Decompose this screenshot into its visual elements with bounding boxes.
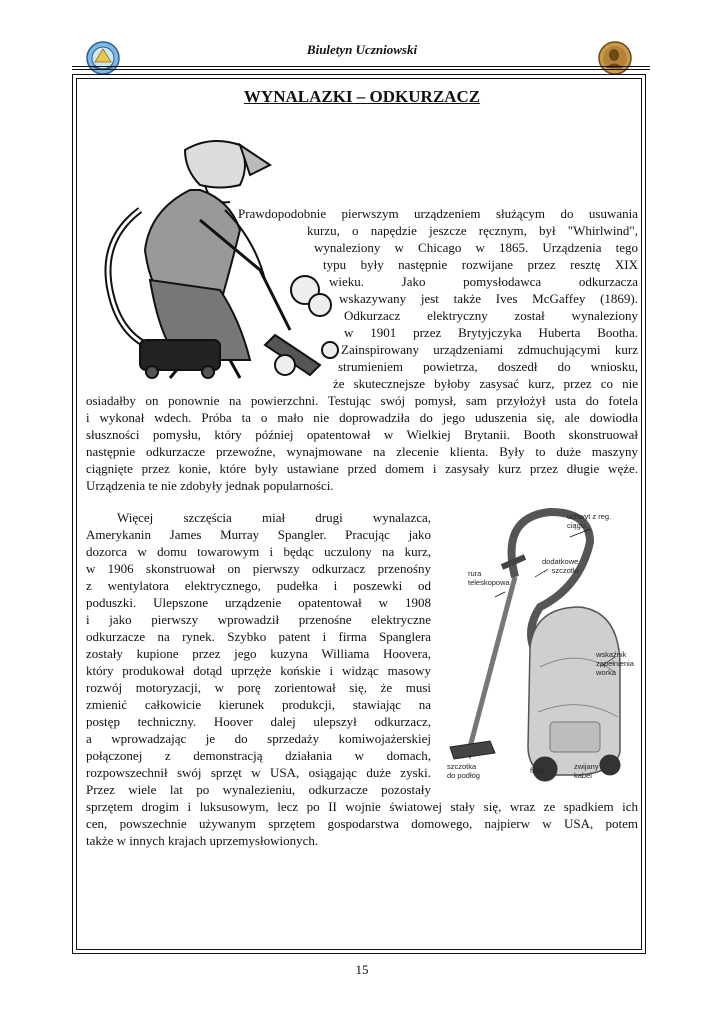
paragraph-2-line: a wprowadzając je do sprzedaży komiwojażerskiej: [86, 731, 431, 746]
paragraph-1-line: Prawdopodobnie pierwszym urządzeniem służącym do usuwania: [238, 206, 638, 221]
paragraph-1-line: w 1901 przez Brytyjczyka Huberta Bootha.: [344, 325, 638, 340]
label-extra-brushes-text: dodatkowe ← szczotki: [542, 557, 579, 575]
woman-vacuuming-illustration: [90, 130, 340, 385]
paragraph-1-line: strumieniem powietrza, doszedł do wniosku,: [338, 359, 638, 374]
paragraph-2-line: odkurzacze na rynek. Szybko patent i firma Spanglera: [86, 629, 431, 644]
paragraph-1-line: wynaleziony w Chicago w 1865. Urządzenia tego: [314, 240, 638, 255]
paragraph-2-line: także w innych krajach uprzemysłowionych.: [86, 833, 319, 848]
paragraph-2-line: Więcej szczęścia miał drugi wynalazca,: [117, 510, 431, 525]
paragraph-2-line: rozpowszechnił swój sprzęt w USA, osiągając duże zyski.: [86, 765, 431, 780]
paragraph-1-line: osiadałby on ponownie na powierzchni. Testując swój pomysł, sam przyłożył usta do fotela: [86, 393, 638, 408]
label-cable: [574, 762, 599, 780]
paragraph-2-line: rozwój motoryzacji, w porę zorientował się, że musi: [86, 680, 431, 695]
paragraph-1-line: Zainspirowany urządzeniami zdmuchującymi kurz: [341, 342, 638, 357]
paragraph-2-line: dozorca w domu towarowym i będąc uczulony na kurz,: [86, 544, 431, 559]
paragraph-1-line: ciągnięte przez konie, które były ustawiane przed domem i zasysały kurz przez długie węże.: [86, 461, 638, 476]
label-telescopic-tube: [468, 569, 510, 587]
paragraph-2-line: postęp techniczny. Hoover dalej ulepszył odkurzacz,: [86, 714, 431, 729]
header-rule-thin: [72, 69, 650, 70]
header-rule: [72, 66, 650, 67]
paragraph-2-line: z wentylatora elektrycznego, pudełka i poszewki od: [86, 578, 431, 593]
paragraph-1-line: słuszności pomysłu, który później opatentował w Wielkiej Brytanii. Booth skonstruował: [86, 427, 638, 442]
label-cable-text: zwijany kabel: [574, 762, 599, 780]
label-indicator: [596, 650, 634, 677]
label-extra-brushes: [542, 557, 578, 575]
paragraph-2-line: zostały kupione przez jego kuzyna Williama Hoovera,: [86, 646, 431, 661]
page-number: 15: [355, 962, 369, 977]
vacuum-cleaner-diagram: [440, 497, 640, 789]
medallion-portrait-icon: [597, 40, 633, 76]
paragraph-2-line: który produkował dotąd uprzęże końskie i widząc masowy: [86, 663, 431, 678]
paragraph-2-line: i jako pierwszy wprowadził przenośne elektryczne: [86, 612, 431, 627]
paragraph-2-line: Amerykanin James Murray Spangler. Pracując jako: [86, 527, 431, 542]
label-indicator-text: wskaźnik zapełnienia worka: [596, 650, 634, 677]
label-filters-text: filtry: [530, 766, 544, 775]
label-filters: [530, 766, 544, 775]
paragraph-1-line: i wykonał wdech. Próba ta o mało nie doprowadziła do jego uduszenia się, ale dowiodła: [86, 410, 638, 425]
paragraph-1-line: że skutecznejsze byłoby zasysać kurz, przez co nie: [333, 376, 638, 391]
bulletin-title: Biuletyn Uczniowski: [306, 42, 418, 57]
label-floor-brush-text: szczotka do podłóg: [447, 762, 480, 780]
label-floor-brush: [447, 762, 480, 780]
paragraph-1-line: następnie odkurzacze przewoźne, wynajmowane na zlecenie klienta. Były to duże maszyny: [86, 444, 638, 459]
paragraph-2-line: sprzętem drogim i luksusowym, lecz po II wojnie światowej stały się, wraz ze spadkiem ich: [86, 799, 638, 814]
paragraph-2-line: w 1906 skonstruował on pierwszy odkurzacz przenośny: [86, 561, 431, 576]
paragraph-1-line: typu były następnie rozwijane przez resztę XIX: [323, 257, 638, 272]
paragraph-1-line: Urządzenia te nie zdobyły jednak popularności.: [86, 478, 334, 493]
paragraph-2-line: połączonej z demonstracją działania w domach,: [86, 748, 431, 763]
paragraph-1-line: wskazywany jest także Ives McGaffey (1869).: [339, 291, 638, 306]
paragraph-2-line: poduszki. Ulepszone urządzenie opatentował w 1908: [86, 595, 431, 610]
paragraph-2-line: cen, powszechnie używanym sprzętem gospodarstwa domowego, najpierw w USA, potem: [86, 816, 638, 831]
paragraph-1-line: Odkurzacz elektryczny został wynaleziony: [344, 308, 638, 323]
paragraph-2-line: zmienić całkowicie kierunek produkcji, stawiając na: [86, 697, 431, 712]
label-handle-text: uchwyt z reg. ciągu: [567, 512, 612, 530]
paragraph-1-line: wieku. Jako pomysłodawca odkurzacza: [329, 274, 638, 289]
label-handle: [567, 512, 611, 530]
paragraph-2-line: Przez wiele lat po wynalezieniu, odkurzacze pozostały: [86, 782, 431, 797]
label-telescopic-tube-text: rura teleskopowa: [468, 569, 510, 587]
paragraph-1-line: kurzu, o napędzie jeszcze ręcznym, był "Whirlwind",: [307, 223, 638, 238]
article-title: WYNALAZKI – ODKURZACZ: [243, 87, 481, 106]
